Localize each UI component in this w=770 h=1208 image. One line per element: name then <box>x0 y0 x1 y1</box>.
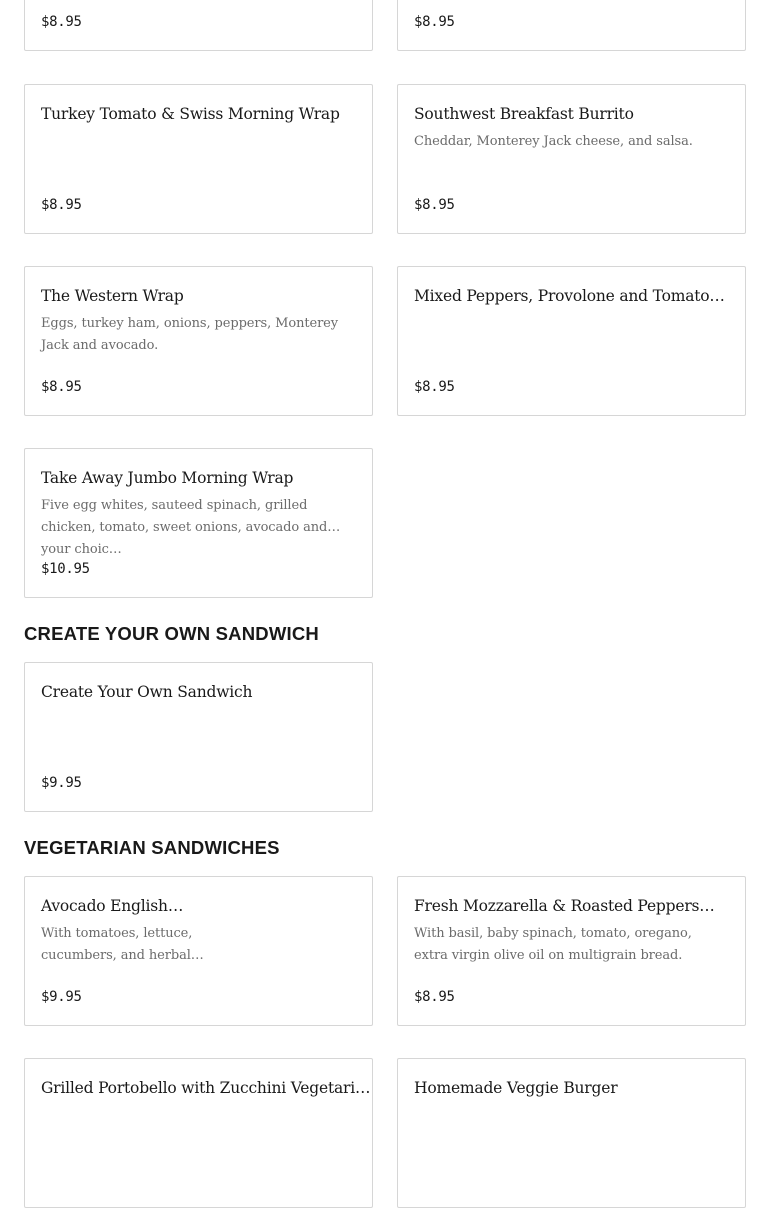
menu-item-price: $10.95 <box>41 561 90 577</box>
menu-item-card[interactable] <box>24 662 373 812</box>
menu-item-price: $8.95 <box>414 197 455 213</box>
menu-item-card[interactable] <box>397 876 746 1026</box>
menu-item-price: $9.95 <box>41 989 82 1005</box>
menu-item-card[interactable] <box>24 266 373 416</box>
menu-item-name: Homemade Veggie Burger <box>414 1079 618 1097</box>
menu-item-card[interactable] <box>24 448 373 598</box>
menu-item-name: Fresh Mozzarella & Roasted Peppers… <box>414 897 715 915</box>
section-title: CREATE YOUR OWN SANDWICH <box>24 623 319 644</box>
menu-item-price: $9.95 <box>41 775 82 791</box>
menu-item-card[interactable] <box>24 84 373 234</box>
menu-item-name: Turkey Tomato & Swiss Morning Wrap <box>41 105 340 123</box>
menu-item-description: Eggs, turkey ham, onions, peppers, Monterey Jack and avocado. <box>41 316 339 353</box>
menu-item-card[interactable] <box>24 1058 373 1208</box>
menu-item-card[interactable] <box>397 1058 746 1208</box>
menu-item-name: The Western Wrap <box>41 287 184 305</box>
menu-item-name: Avocado English… <box>41 897 184 915</box>
menu-item-price: $8.95 <box>414 14 455 30</box>
menu-item-price: $8.95 <box>414 379 455 395</box>
menu-item-card[interactable] <box>24 876 373 1026</box>
section-title: VEGETARIAN SANDWICHES <box>24 837 280 858</box>
menu-item-name: Take Away Jumbo Morning Wrap <box>41 469 294 487</box>
menu-item-description: With tomatoes, lettuce, cucumbers, and herbal… <box>41 926 204 963</box>
menu-item-price: $8.95 <box>41 379 82 395</box>
menu-item-description: Cheddar, Monterey Jack cheese, and salsa. <box>414 134 693 149</box>
menu-item-description: Five egg whites, sauteed spinach, grilled chicken, tomato, sweet onions, avocado and your choic… <box>41 498 328 557</box>
menu-item-price: $8.95 <box>41 197 82 213</box>
menu-item-description: With basil, baby spinach, tomato, oregano, extra virgin olive oil on multigrain bread. <box>414 926 692 963</box>
menu-item-card[interactable] <box>24 0 373 51</box>
menu-item-price: $8.95 <box>414 989 455 1005</box>
menu-item-name: Create Your Own Sandwich <box>41 683 253 701</box>
menu-item-name: Grilled Portobello with Zucchini Vegetari… <box>41 1079 371 1097</box>
menu-item-card[interactable] <box>397 266 746 416</box>
menu-item-name: Southwest Breakfast Burrito <box>414 105 634 123</box>
menu-item-card[interactable] <box>397 84 746 234</box>
menu-item-price: $8.95 <box>41 14 82 30</box>
menu-item-name: Mixed Peppers, Provolone and Tomato… <box>414 287 725 305</box>
menu-item-card[interactable] <box>397 0 746 51</box>
